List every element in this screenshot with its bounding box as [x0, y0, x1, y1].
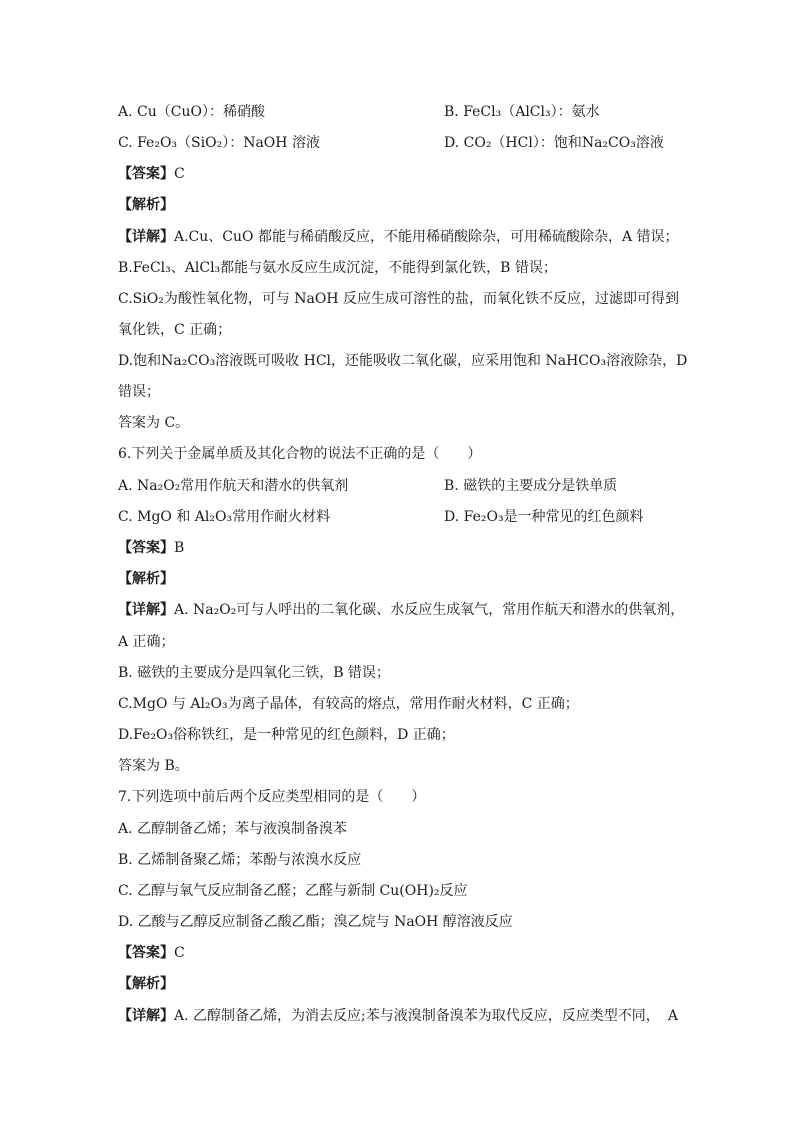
q5-option-b: B. FeCl₃（AlCl₃）：氨水 — [444, 104, 600, 120]
q6-detail-line: D.Fe₂O₃俗称铁红，是一种常见的红色颜料，D 正确； — [118, 727, 455, 743]
q7-detail-line: 【详解】A. 乙醇制备乙烯，为消去反应;苯与液溴制备溴苯为取代反应，反应类型不同， A — [118, 1008, 678, 1024]
q5-detail-line: C.SiO₂为酸性氧化物，可与 NaOH 反应生成可溶性的盐，而氧化铁不反应，过滤即可得到 — [118, 291, 680, 307]
answer-label: 【答案】 — [118, 945, 174, 961]
q5-option-row-2 — [118, 133, 678, 153]
answer-value: B — [174, 540, 185, 556]
q7-option-b: B. 乙烯制备聚乙烯；苯酚与浓溴水反应 — [118, 852, 362, 868]
q6-detail-line: A 正确； — [118, 634, 175, 650]
answer-value: C — [174, 166, 185, 182]
q5-detail-line: D.饱和Na₂CO₃溶液既可吸收 HCl，还能吸收二氧化碳，应采用饱和 NaHCO₃溶液除杂，D — [118, 353, 688, 369]
q6-option-b: B. 磁铁的主要成分是铁单质 — [444, 478, 618, 494]
q6-detail-line: 【详解】A. Na₂O₂可与人呼出的二氧化碳、水反应生成氧气，常用作航天和潜水的供氧剂， — [118, 602, 685, 618]
q7-stem: 7.下列选项中前后两个反应类型相同的是（ ） — [118, 789, 426, 805]
q5-conclusion: 答案为 C。 — [118, 415, 190, 431]
q6-option-row-2 — [118, 507, 678, 527]
q6-stem: 6.下列关于金属单质及其化合物的说法不正确的是（ ） — [118, 446, 482, 462]
q6-detail-line: B. 磁铁的主要成分是四氧化三铁，B 错误； — [118, 665, 390, 681]
q5-analysis-label: 【解析】 — [118, 197, 174, 213]
detail-label: 【详解】 — [118, 1008, 174, 1024]
q7-option-a: A. 乙醇制备乙烯；苯与液溴制备溴苯 — [118, 821, 348, 837]
q6-option-a: A. Na₂O₂常用作航天和潜水的供氧剂 — [118, 478, 349, 494]
q5-option-d: D. CO₂（HCl）：饱和Na₂CO₃溶液 — [444, 135, 664, 151]
q7-analysis-label: 【解析】 — [118, 976, 174, 992]
q7-option-c: C. 乙醇与氧气反应制备乙醛；乙醛与新制 Cu(OH)₂反应 — [118, 883, 468, 899]
q5-detail-line: 错误； — [118, 384, 160, 400]
q7-detail-tail: A — [667, 1008, 678, 1024]
q7-answer — [118, 943, 678, 963]
q6-option-c: C. MgO 和 Al₂O₃常用作耐火材料 — [118, 509, 331, 525]
q5-detail-line: 【详解】A.Cu、CuO 都能与稀硝酸反应，不能用稀硝酸除杂，可用稀硫酸除杂，A 错误； — [118, 229, 679, 245]
q5-option-c: C. Fe₂O₃（SiO₂）：NaOH 溶液 — [118, 135, 320, 151]
q5-answer — [118, 164, 678, 184]
q5-option-a: A. Cu（CuO）：稀硝酸 — [118, 104, 265, 120]
q6-detail-line: C.MgO 与 Al₂O₃为离子晶体，有较高的熔点，常用作耐火材料，C 正确； — [118, 696, 579, 712]
q7-option-d: D. 乙酸与乙醇反应制备乙酸乙酯；溴乙烷与 NaOH 醇溶液反应 — [118, 914, 513, 930]
answer-label: 【答案】 — [118, 166, 174, 182]
q5-detail-line: B.FeCl₃、AlCl₃都能与氨水反应生成沉淀，不能得到氯化铁，B 错误； — [118, 260, 557, 276]
q6-conclusion: 答案为 B。 — [118, 758, 189, 774]
answer-value: C — [174, 945, 185, 961]
answer-label: 【答案】 — [118, 540, 174, 556]
q5-option-row-1 — [118, 102, 678, 122]
q6-option-d: D. Fe₂O₃是一种常见的红色颜料 — [444, 509, 644, 525]
detail-label: 【详解】 — [118, 229, 174, 245]
detail-label: 【详解】 — [118, 602, 174, 618]
q5-detail-line: 氧化铁，C 正确； — [118, 322, 232, 338]
q6-analysis-label: 【解析】 — [118, 571, 174, 587]
q6-option-row-1 — [118, 476, 678, 496]
q6-answer — [118, 538, 678, 558]
